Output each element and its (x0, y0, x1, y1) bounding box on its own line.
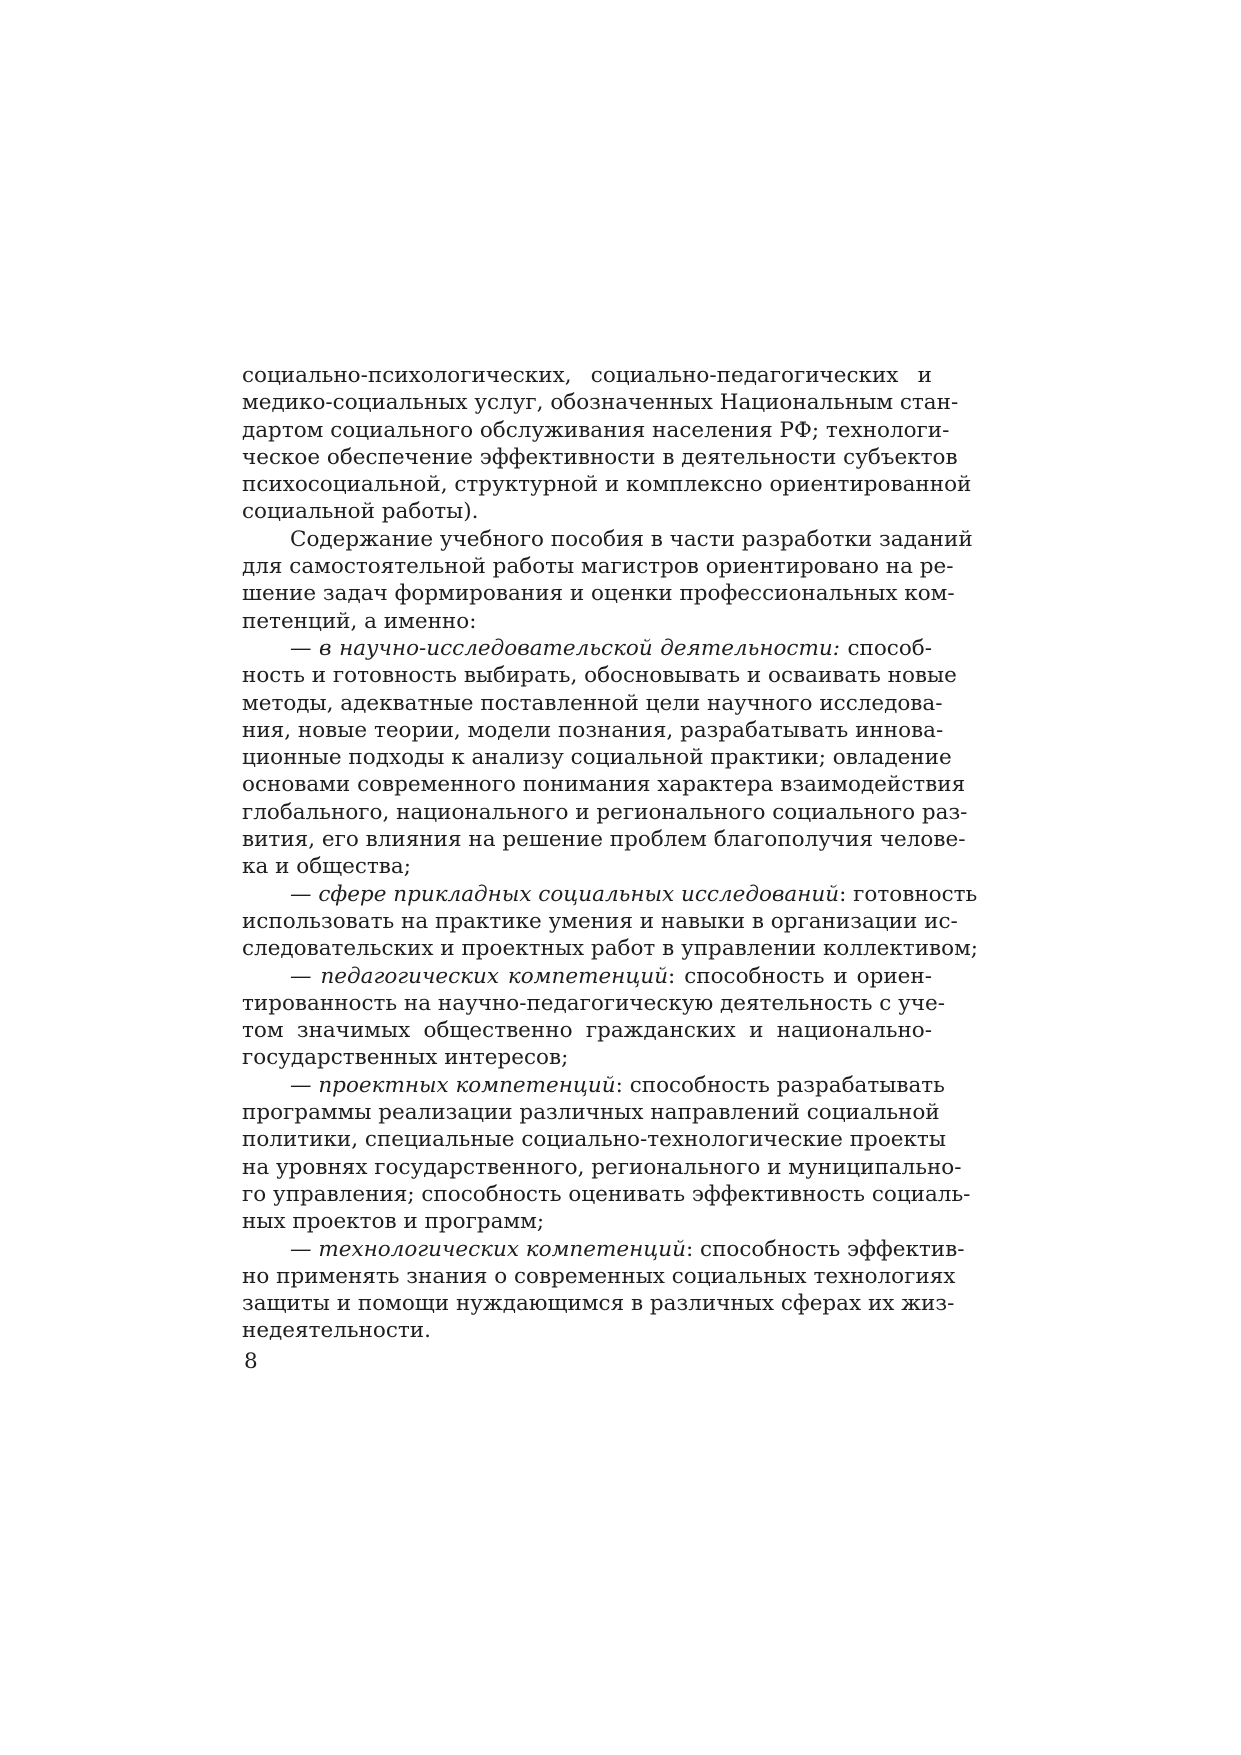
list-item-research: — в научно-исследовательской деятельности: способ- (290, 635, 932, 661)
paragraph-start-line: Содержание учебного пособия в части разработки заданий (290, 526, 973, 552)
text-line: политики, специальные социально-технологические проекты (242, 1127, 946, 1153)
text-line: петенций, а именно: (242, 608, 477, 634)
page-number: 8 (244, 1349, 258, 1374)
text-line: основами современного понимания характера взаимодействия (242, 772, 966, 798)
text-line: шение задач формирования и оценки профессиональных ком- (242, 581, 955, 607)
text-line: ка и общества; (242, 854, 411, 880)
text-line: том значимых общественно гражданских и национально- (242, 1018, 932, 1044)
text-line: вития, его влияния на решение проблем благополучия челове- (242, 827, 966, 853)
text-line: го управления; способность оценивать эффективность социаль- (242, 1181, 971, 1207)
text-line: ционные подходы к анализу социальной практики; овладение (242, 745, 952, 771)
text-line: глобального, национального и регионального социального раз- (242, 799, 968, 825)
text-line: дартом социального обслуживания населения РФ; технологи- (242, 417, 950, 443)
text-line: на уровнях государственного, регионального и муниципально- (242, 1154, 962, 1180)
text-line: социально-психологических, социально-педагогических и (242, 363, 932, 388)
text-line: ния, новые теории, модели познания, разрабатывать иннова- (242, 717, 944, 743)
text-line: следовательских и проектных работ в управлении коллективом; (242, 936, 979, 962)
text-line: программы реализации различных направлений социальной (242, 1100, 940, 1126)
list-item-technological: — технологических компетенций: способность эффектив- (290, 1236, 965, 1262)
text-line: ность и готовность выбирать, обосновывать и осваивать новые (242, 663, 957, 689)
text-line: тированность на научно-педагогическую деятельность с уче- (242, 990, 945, 1016)
text-line: для самостоятельной работы магистров ориентировано на ре- (242, 554, 954, 580)
text-line: медико-социальных услуг, обозначенных Национальным стан- (242, 390, 959, 416)
text-line: психосоциальной, структурной и комплексно ориентированной (242, 472, 972, 498)
text-line: ных проектов и программ; (242, 1209, 545, 1235)
text-line: ческое обеспечение эффективности в деятельности субъектов (242, 444, 958, 470)
list-item-pedagogical: — педагогических компетенций: способность и ориен- (290, 963, 932, 989)
body-text (242, 362, 979, 1345)
text-line: но применять знания о современных социальных технологиях (242, 1263, 956, 1289)
list-item-applied-research: — сфере прикладных социальных исследований: готовность (290, 881, 978, 907)
text-line: методы, адекватные поставленной цели научного исследова- (242, 690, 943, 716)
text-line: использовать на практике умения и навыки в организации ис- (242, 908, 958, 934)
text-line: недеятельности. (242, 1318, 431, 1344)
text-line: государственных интересов; (242, 1045, 569, 1071)
list-item-project: — проектных компетенций: способность разрабатывать (290, 1072, 945, 1098)
text-line: защиты и помощи нуждающимся в различных сферах их жиз- (242, 1291, 955, 1317)
text-line: социальной работы). (242, 499, 479, 525)
